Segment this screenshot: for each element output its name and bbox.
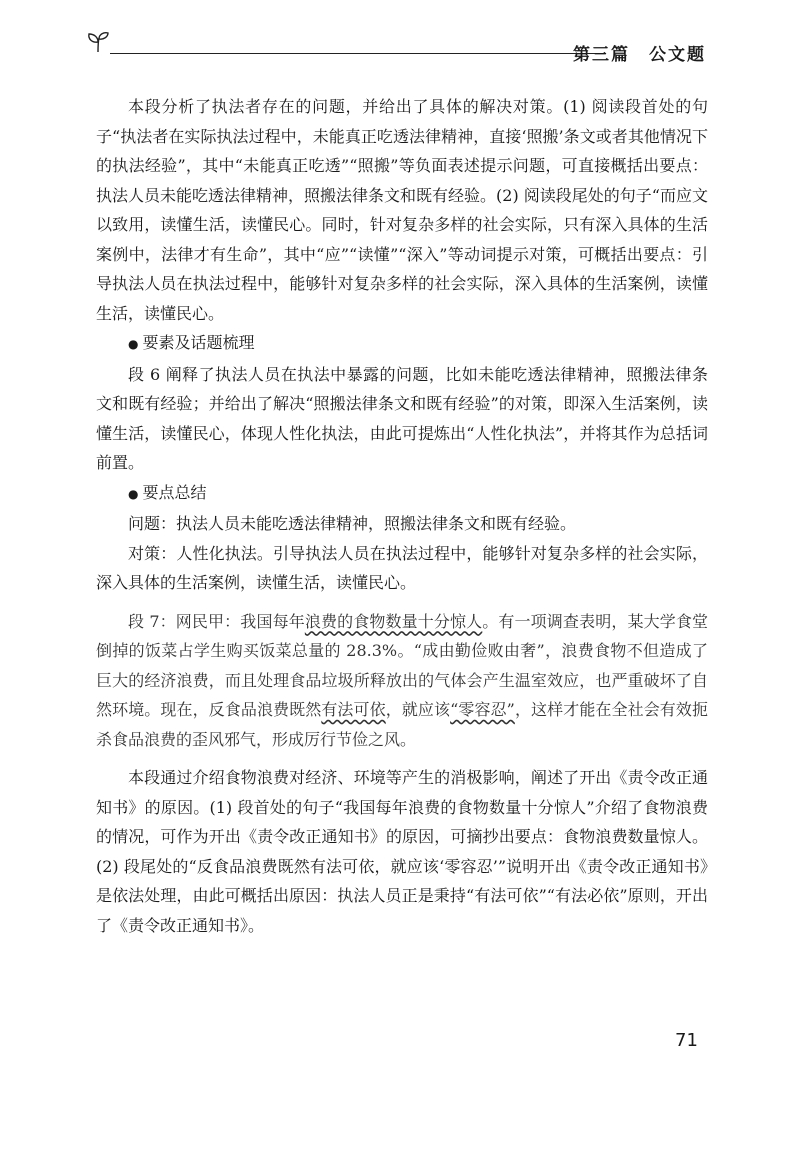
elements-heading: ● 要素及话题梳理: [128, 333, 255, 352]
wavy-underline-text: 有法可依: [321, 700, 386, 719]
summary-countermeasure: 对策：人性化执法。引导执法人员在执法过程中，能够针对复杂多样的社会实际，深入具体的生活案例，读懂生活，读懂民心。: [96, 543, 708, 592]
bullet-dot-icon: ●: [128, 486, 139, 501]
page-header: [86, 30, 706, 64]
summary-heading: ● 要点总结: [128, 482, 207, 502]
quote-paragraph-7: 段 7：网民甲：我国每年浪费的食物数量十分惊人。有一项调查表明，某大学食堂倒掉的饭菜占学生购买饭菜总量的 28.3%。“成由勤俭败由奢”，浪费食物不但造成了巨大的经济浪费，而且处理食品垃圾所释放出的气体会产生温室效应，也严重破坏了自然环境。现在，反食品浪费既然有法可依，就应该“零容忍”，这样才能在全社会有效扼杀食品浪费的歪风邪气，形成厉行节俭之风。: [96, 611, 708, 749]
analysis-paragraph-1: 本段分析了执法者存在的问题，并给出了具体的解决对策。(1) 阅读段首处的句子“执法者在实际执法过程中，未能真正吃透法律精神，直接‘照搬’条文或者其他情况下的执法经验”，其中“未能真正吃透”“照搬”等负面表述提示问题，可直接概括出要点：执法人员未能吃透法律精神，照搬法律条文和既有经验。(2) 阅读段尾处的句子“而应文以致用，读懂生活，读懂民心。同时，针对复杂多样的社会实际，只有深入具体的生活案例中，法律才有生命”，其中“应”“读懂”“深入”等动词提示对策，可概括出要点：引导执法人员在执法过程中，能够针对复杂多样的社会实际，深入具体的生活案例，读懂生活，读懂民心。: [96, 97, 708, 323]
chapter-title: 第三篇 公文题: [573, 45, 706, 65]
elements-text: 段 6 阐释了执法人员在执法中暴露的问题，比如未能吃透法律精神，照搬法律条文和既有经验；并给出了解决“照搬法律条文和既有经验”的对策，即深入生活案例，读懂生活，读懂民心，体现人性化执法，由此可提炼出“人性化执法”，并将其作为总括词前置。: [96, 364, 708, 472]
bullet-dot-icon: ●: [128, 337, 139, 351]
sprout-icon: [86, 30, 112, 54]
analysis-paragraph-2: 本段通过介绍食物浪费对经济、环境等产生的消极影响，阐述了开出《责令改正通知书》的原因。(1) 段首处的句子“我国每年浪费的食物数量十分惊人”介绍了食物浪费的情况，可作为开出《责令改正通知书》的原因，可摘抄出要点：食物浪费数量惊人。(2) 段尾处的“反食品浪费既然有法可依，就应该‘零容忍’”说明开出《责令改正通知书》是依法处理，由此可概括出原因：执法人员正是秉持“有法可依”“有法必依”原则，开出了《责令改正通知书》。: [96, 768, 708, 935]
page-content: [96, 92, 708, 940]
header-rule: [110, 53, 606, 54]
summary-problem: 问题：执法人员未能吃透法律精神，照搬法律条文和既有经验。: [128, 514, 577, 533]
page-number: 71: [675, 1030, 698, 1051]
wavy-underline-text: “零容忍”: [450, 700, 515, 719]
wavy-underline-text: 浪费的食物数量十分惊人: [304, 611, 483, 631]
